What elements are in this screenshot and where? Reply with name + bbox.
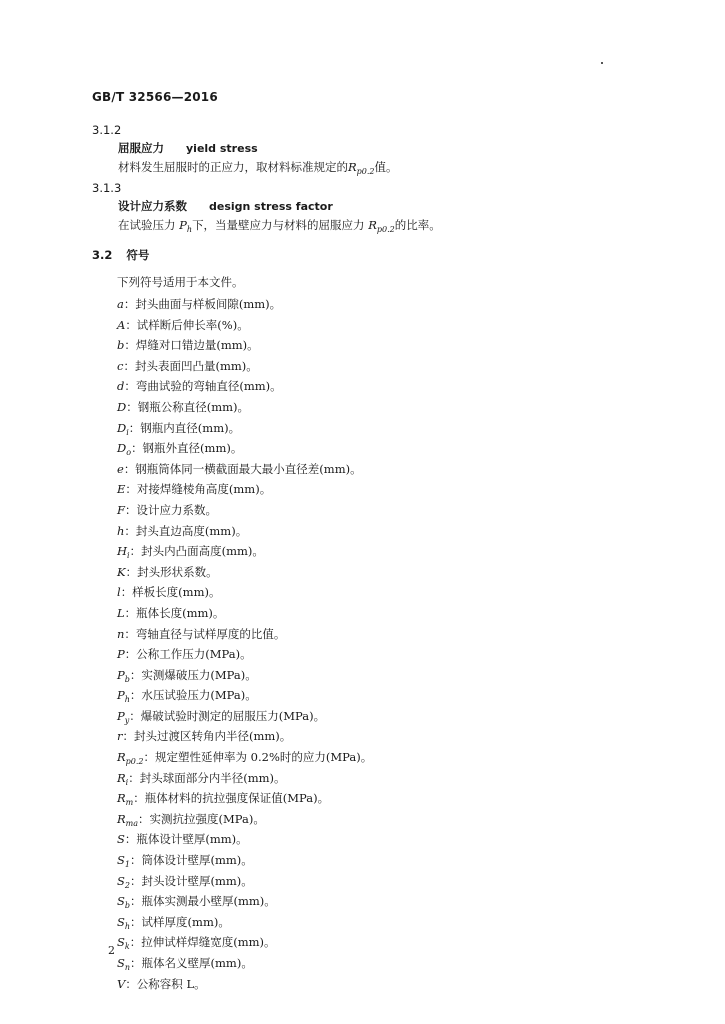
definition-part: 下，当量壁应力与材料的屈服应力 xyxy=(192,218,365,232)
symbol: H xyxy=(117,544,128,559)
symbol-subscript: h xyxy=(186,225,193,234)
symbol: S xyxy=(117,894,125,909)
symbol-subscript: 1 xyxy=(124,860,130,870)
symbol-description: ：试样厚度(mm)。 xyxy=(130,914,230,929)
symbol-item xyxy=(117,376,372,397)
symbol: R xyxy=(117,811,126,826)
symbol-item xyxy=(117,603,372,624)
clause-number: 3.1.3 xyxy=(92,181,122,195)
symbol-item xyxy=(117,809,372,830)
symbol-item xyxy=(117,459,372,480)
symbol-description: ：封头设计壁厚(mm)。 xyxy=(129,873,253,888)
symbol-item xyxy=(117,644,372,665)
symbol: A xyxy=(117,317,126,332)
symbol-item xyxy=(117,891,372,912)
symbol-description: ：试样断后伸长率(%)。 xyxy=(125,317,249,332)
clause-3-1-2 xyxy=(92,121,398,181)
symbol-item xyxy=(117,521,372,542)
symbol-description: ：瓶体设计壁厚(mm)。 xyxy=(124,832,248,847)
symbol-subscript: p0.2 xyxy=(125,757,144,767)
definition-part: 的比率。 xyxy=(394,218,441,232)
term-english: design stress factor xyxy=(209,200,333,213)
symbol: R xyxy=(117,791,126,806)
symbol: e xyxy=(117,461,124,476)
symbol-subscript: h xyxy=(124,695,130,705)
symbol-description: ：焊缝对口错边量(mm)。 xyxy=(124,338,259,353)
symbol-subscript: h xyxy=(124,921,131,931)
symbol-item xyxy=(117,932,372,953)
section-heading xyxy=(92,246,149,264)
symbol: D xyxy=(117,420,127,435)
symbol: S xyxy=(117,935,125,950)
symbol: D xyxy=(117,399,127,414)
symbol-description: ：钢瓶公称直径(mm)。 xyxy=(126,399,250,414)
symbol-description: ：样板长度(mm)。 xyxy=(120,585,221,600)
symbol-description: ：瓶体名义壁厚(mm)。 xyxy=(130,956,253,970)
symbol-item xyxy=(117,500,372,521)
term-chinese: 屈服应力 xyxy=(118,141,164,155)
symbol-item xyxy=(117,953,372,974)
symbol-description: ：封头直边高度(mm)。 xyxy=(124,523,248,538)
symbol-description: ：瓶体长度(mm)。 xyxy=(124,605,225,620)
symbol-item xyxy=(117,356,372,377)
symbol-item xyxy=(117,562,372,583)
term-english: yield stress xyxy=(186,142,258,155)
symbol-item xyxy=(117,871,372,892)
symbol: K xyxy=(117,564,126,579)
symbol-item xyxy=(117,294,372,315)
symbol-item xyxy=(117,850,372,871)
symbol-description: ：瓶体材料的抗拉强度保证值(MPa)。 xyxy=(133,791,330,806)
symbol: R xyxy=(348,160,357,174)
symbol: P xyxy=(117,667,125,682)
symbol: l xyxy=(117,585,121,600)
symbol-item xyxy=(117,541,372,562)
clause-3-1-3 xyxy=(92,179,441,239)
symbol: D xyxy=(117,441,127,456)
symbol-description: ：封头表面凹凸量(mm)。 xyxy=(123,358,258,373)
symbol-subscript: m xyxy=(125,798,134,808)
symbol-description: ：拉伸试样焊缝宽度(mm)。 xyxy=(129,935,276,950)
definition-text xyxy=(92,216,441,239)
symbol-subscript: b xyxy=(124,674,130,684)
symbol-description: ：钢瓶外直径(mm)。 xyxy=(131,441,243,456)
symbol-item xyxy=(117,624,372,645)
symbol-item xyxy=(117,665,372,686)
symbol-description: ：封头过渡区转角内半径(mm)。 xyxy=(122,729,292,744)
symbol-item xyxy=(117,706,372,727)
symbol-subscript: o xyxy=(126,448,132,458)
symbol: P xyxy=(117,647,125,662)
symbol-subscript: n xyxy=(124,963,131,972)
symbol: n xyxy=(117,626,125,641)
symbol: R xyxy=(117,770,126,785)
symbol-subscript: i xyxy=(127,551,130,561)
symbol-item xyxy=(117,438,372,459)
symbol-subscript: ma xyxy=(125,818,139,828)
symbol-description: ：瓶体实测最小壁厚(mm)。 xyxy=(130,894,276,909)
symbols-list xyxy=(117,294,372,994)
symbol: P xyxy=(117,708,125,723)
symbol: P xyxy=(179,218,187,232)
symbol: c xyxy=(117,358,124,373)
symbol: S xyxy=(117,956,125,970)
term-chinese: 设计应力系数 xyxy=(118,199,187,213)
symbol-subscript: i xyxy=(126,427,129,437)
symbol-description: ：设计应力系数。 xyxy=(124,502,217,517)
symbol-description: ：对接焊缝棱角高度(mm)。 xyxy=(125,482,272,497)
symbol: R xyxy=(368,218,377,232)
symbol-item xyxy=(117,768,372,789)
symbol-description: ：筒体设计壁厚(mm)。 xyxy=(129,853,253,868)
section-number: 3.2 xyxy=(92,248,113,262)
symbol-item xyxy=(117,335,372,356)
symbol-description: ：实测爆破压力(MPa)。 xyxy=(129,667,257,682)
symbol: S xyxy=(117,853,125,868)
term-line xyxy=(92,139,398,158)
symbol: F xyxy=(117,502,125,517)
standard-header: GB/T 32566—2016 xyxy=(92,90,218,104)
symbol-description: ：钢瓶内直径(mm)。 xyxy=(128,420,241,435)
symbol-description: ：爆破试验时测定的屈服压力(MPa)。 xyxy=(129,708,326,723)
symbol-description: ：公称工作压力(MPa)。 xyxy=(124,647,252,662)
symbol-description: ：封头球面部分内半径(mm)。 xyxy=(128,770,286,785)
symbol: S xyxy=(117,832,125,847)
symbol-item xyxy=(117,829,372,850)
symbol: L xyxy=(117,605,125,620)
symbol-subscript: 2 xyxy=(124,880,130,890)
term-line xyxy=(92,197,441,216)
symbols-intro: 下列符号适用于本文件。 xyxy=(117,275,244,289)
clause-number: 3.1.2 xyxy=(92,123,122,137)
symbol-description: ：封头内凸面高度(mm)。 xyxy=(129,544,264,559)
symbol-subscript: i xyxy=(125,777,129,787)
symbol-item xyxy=(117,685,372,706)
symbol: a xyxy=(117,297,124,311)
definition-part: 材料发生屈服时的正应力，取材料标准规定的 xyxy=(118,160,348,174)
symbol-item xyxy=(117,747,372,768)
symbol-item xyxy=(117,397,372,418)
symbol-subscript: p0.2 xyxy=(356,167,375,176)
symbol: V xyxy=(117,976,126,991)
symbol-item xyxy=(117,974,372,995)
symbol: S xyxy=(117,914,125,929)
symbol-item xyxy=(117,582,372,603)
symbol-description: ：封头曲面与样板间隙(mm)。 xyxy=(123,297,282,311)
symbol: S xyxy=(117,873,125,888)
symbol-description: ：水压试验压力(MPa)。 xyxy=(129,688,257,703)
definition-part: 值。 xyxy=(374,160,398,174)
symbol-description: ：实测抗拉强度(MPa)。 xyxy=(138,811,265,826)
symbol-item xyxy=(117,418,372,439)
symbol-subscript: b xyxy=(124,901,131,911)
symbol-description: ：规定塑性延伸率为 0.2%时的应力(MPa)。 xyxy=(143,750,373,765)
definition-part: 在试验压力 xyxy=(118,218,176,232)
symbol-item xyxy=(117,479,372,500)
symbol-subscript: k xyxy=(124,942,130,952)
page-number: 2 xyxy=(108,944,115,957)
symbol-item xyxy=(117,726,372,747)
scan-speck xyxy=(601,62,603,64)
symbol: P xyxy=(117,688,125,703)
symbol: b xyxy=(117,338,125,353)
symbol: h xyxy=(117,523,125,538)
symbol: E xyxy=(117,482,126,497)
symbol-subscript: p0.2 xyxy=(376,225,395,234)
symbol: d xyxy=(117,379,125,394)
symbol: R xyxy=(117,750,126,765)
symbol-subscript: y xyxy=(124,715,130,725)
symbol-description: ：弯轴直径与试样厚度的比值。 xyxy=(124,626,286,641)
symbol-item xyxy=(117,315,372,336)
symbol-item xyxy=(117,788,372,809)
symbol: r xyxy=(117,729,123,744)
definition-text xyxy=(92,158,398,181)
symbol-description: ：封头形状系数。 xyxy=(125,564,218,579)
symbol-item xyxy=(117,912,372,933)
symbol-description: ：弯曲试验的弯轴直径(mm)。 xyxy=(124,379,282,394)
symbol-description: ：钢瓶筒体同一横截面最大最小直径差(mm)。 xyxy=(123,461,362,476)
symbol-description: ：公称容积 L。 xyxy=(125,976,206,991)
section-title: 符号 xyxy=(126,248,150,262)
